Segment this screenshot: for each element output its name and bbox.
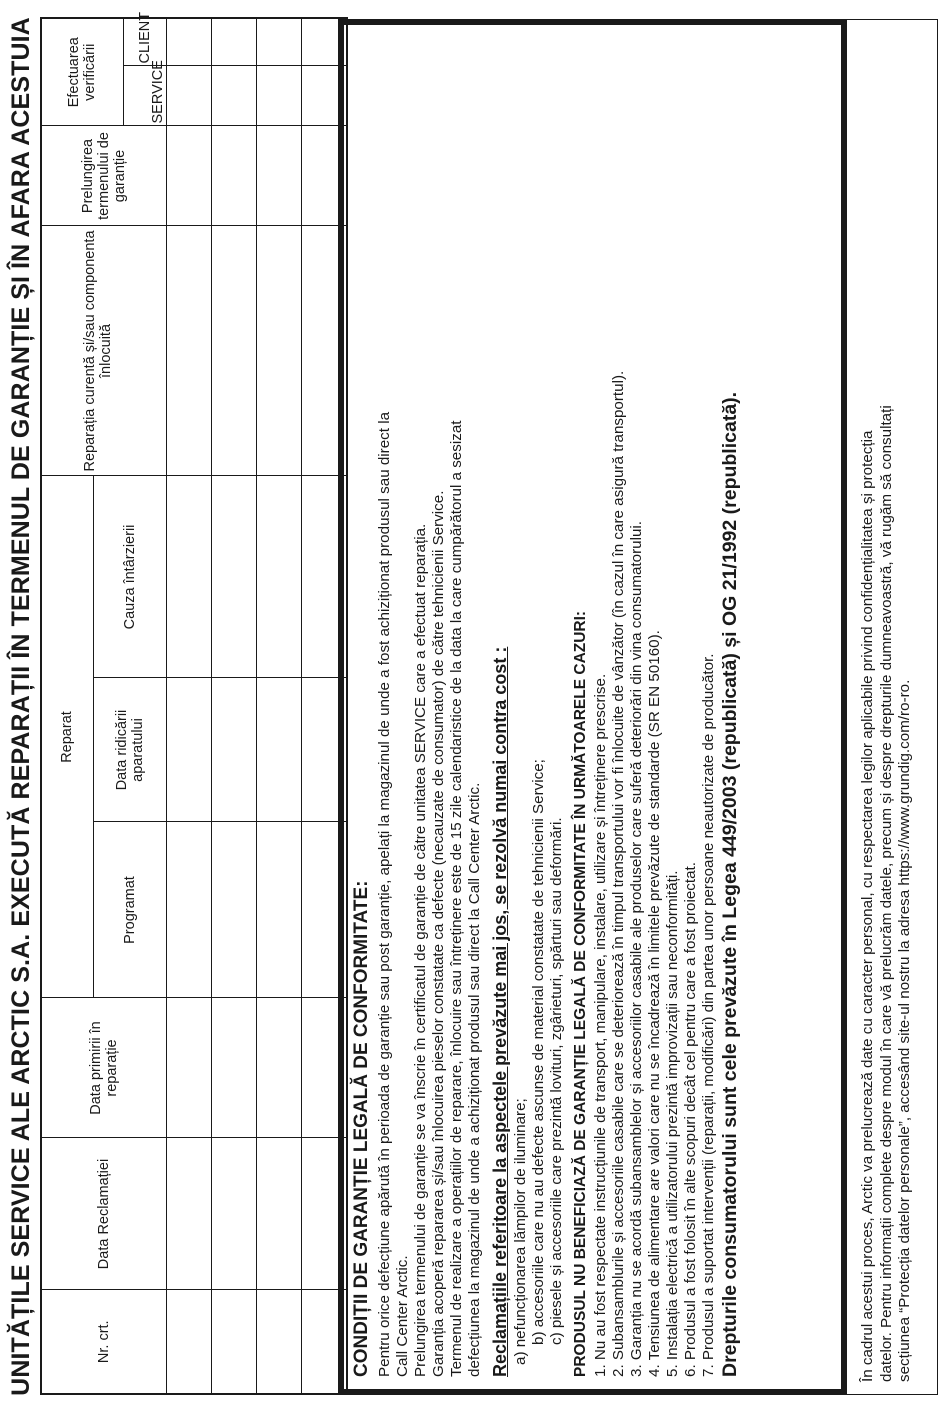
privacy-line: secțiunea “Protecția datelor personale”, accesând site-ul nostru la adresa https://www.grundig.com/ro-ro. [896, 679, 913, 1382]
cell [166, 226, 211, 476]
header-nr: Nr. crt. [41, 1290, 166, 1394]
exclusions-heading: PRODUSUL NU BENEFICIAZĂ DE GARANȚIE LEGALĂ DE CONFORMITATE ÎN URMĂTOARELE CAZURI: [572, 610, 589, 1377]
conditions-heading: CONDIȚII DE GARANȚIE LEGALĂ DE CONFORMITATE: [351, 880, 372, 1377]
cell [256, 18, 301, 66]
cell [166, 126, 211, 226]
privacy-line: datelor. Pentru informații complete despre modul în care vă prelucrăm datele, precum și despre drepturile dumneavoastră, vă rugăm să consultați [877, 405, 895, 1382]
cost-heading: Reclamațiile referitoare la aspectele prevăzute mai jos, se rezolvă numai contra cost : [490, 646, 510, 1377]
header-programat: Programat [93, 822, 166, 998]
table-row [211, 18, 256, 1394]
header-reparatia: Reparația curentă și/sau componenta înlocuită [41, 226, 166, 476]
cell [256, 678, 301, 822]
cell [166, 66, 211, 126]
cell [256, 1138, 301, 1290]
header-service: SERVICE [123, 66, 166, 126]
privacy-notice [847, 19, 938, 1395]
cell [211, 998, 256, 1138]
table-row [256, 18, 301, 1394]
cost-item: c) piesele și accesoriile care prezintă lovituri, zgârieturi, spărturi sau deformări. [548, 817, 565, 1345]
cell [166, 1290, 211, 1394]
conditions-paragraph: defecțiunea la magazinul de unde a achiziționat produsul sau direct la Call Center Arctic. [466, 782, 483, 1377]
cost-item: a) nefuncționarea lămpilor de iluminare; [512, 1098, 529, 1365]
cost-item: b) accesoriile care nu au defecte ascunse de material constatate de tehnicienii Service; [530, 759, 547, 1345]
header-data-primirii: Data primirii în reparație [41, 998, 166, 1138]
cell [211, 1290, 256, 1394]
conditions-paragraph: Prelungirea termenului de garanție se va înscrie în certificatul de garanție de către unitatea SERVICE care a efectuat reparația. [412, 523, 429, 1377]
header-data-ridicarii: Data ridicării aparatului [93, 678, 166, 822]
cell [256, 226, 301, 476]
exclusion-item: 1. Nu au fost respectate instrucțiunile de transport, manipulare, instalare, utilizare și întreținere prescrise. [592, 673, 609, 1377]
cell [166, 18, 211, 66]
conditions-paragraph: Termenul de realizare a operațiilor de reparare, înlocuire sau întreținere este de 15 zile calendaristice de la data la care cumpărătorul a sesizat [448, 420, 465, 1377]
cell [211, 1138, 256, 1290]
table-row [166, 18, 211, 1394]
header-prelungirea: Prelungirea termenului de garanție [41, 126, 166, 226]
consumer-rights: Drepturile consumatorului sunt cele prevăzute în Legea 449/2003 (republicată) și OG 21/1992 (republicată). [719, 391, 741, 1377]
cell [256, 1290, 301, 1394]
cell [166, 998, 211, 1138]
cell [211, 126, 256, 226]
repairs-table [40, 11, 348, 1395]
cell [166, 1138, 211, 1290]
cell [211, 476, 256, 678]
exclusion-item: 5. Instalația electrică a utilizatorului prezintă improvizații sau neconformități. [664, 870, 681, 1377]
warranty-conditions [338, 19, 847, 1395]
header-reparat: Reparat [41, 476, 93, 998]
cell [166, 476, 211, 678]
conditions-paragraph: Call Center Arctic. [394, 1255, 411, 1377]
cell [211, 18, 256, 66]
exclusion-item: 4. Tensiunea de alimentare are valori care nu se încadrează în limitele prevăzute de standarde (SR EN 50160). [646, 630, 663, 1377]
cell [256, 126, 301, 226]
cell [211, 678, 256, 822]
cell [211, 66, 256, 126]
exclusion-item: 3. Garanția nu se acordă subansamblelor și accesoriilor casabile ale produselor care suferă deteriorări din vina consumatorului. [628, 520, 645, 1377]
cell [256, 822, 301, 998]
conditions-paragraph: Garanția acoperă repararea și/sau înlocuirea pieselor constatate ca defecte (necauzate de consumator) de către tehnicienii Service. [430, 490, 447, 1377]
header-client: CLIENT [123, 18, 166, 66]
header-data-reclamatiei: Data Reclamației [41, 1138, 166, 1290]
cell [256, 476, 301, 678]
cell [166, 822, 211, 998]
conditions-paragraph: Pentru orice defecțiune apărută în perioada de garanție sau post garanție, apelați la magazinul de unde a fost achiziționat produsul sau direct la [376, 411, 393, 1377]
page-title: UNITĂȚILE SERVICE ALE ARCTIC S.A. EXECUTĂ REPARAȚII ÎN TERMENUL DE GARANȚIE ȘI ÎN AFARA ACESTUIA [7, 17, 35, 1396]
header-efectuarea: Efectuarea verificării [41, 18, 123, 126]
cell [211, 822, 256, 998]
cell [256, 998, 301, 1138]
exclusion-item: 6. Produsul a fost folosit în alte scopuri decât cel pentru care a fost proiectat. [682, 862, 699, 1377]
privacy-line: În cadrul acestui proces, Arctic va prelucrează date cu caracter personal, cu respectarea legilor aplicabile privind confidențialitatea și protecția [859, 430, 876, 1382]
exclusion-item: 2. Subansamblurile și accesoriile casabile care se deteriorează în timpul transportului vor fi înlocuite de vânzător (în cazul în care asigură transportul). [610, 370, 627, 1377]
cell [166, 678, 211, 822]
cell [211, 226, 256, 476]
exclusion-item: 7. Produsul a suportat intervenții (reparații, modificări) din partea unor persoane neautorizate de producător. [700, 653, 717, 1377]
cell [256, 66, 301, 126]
header-cauza: Cauza întârzierii [93, 476, 166, 678]
